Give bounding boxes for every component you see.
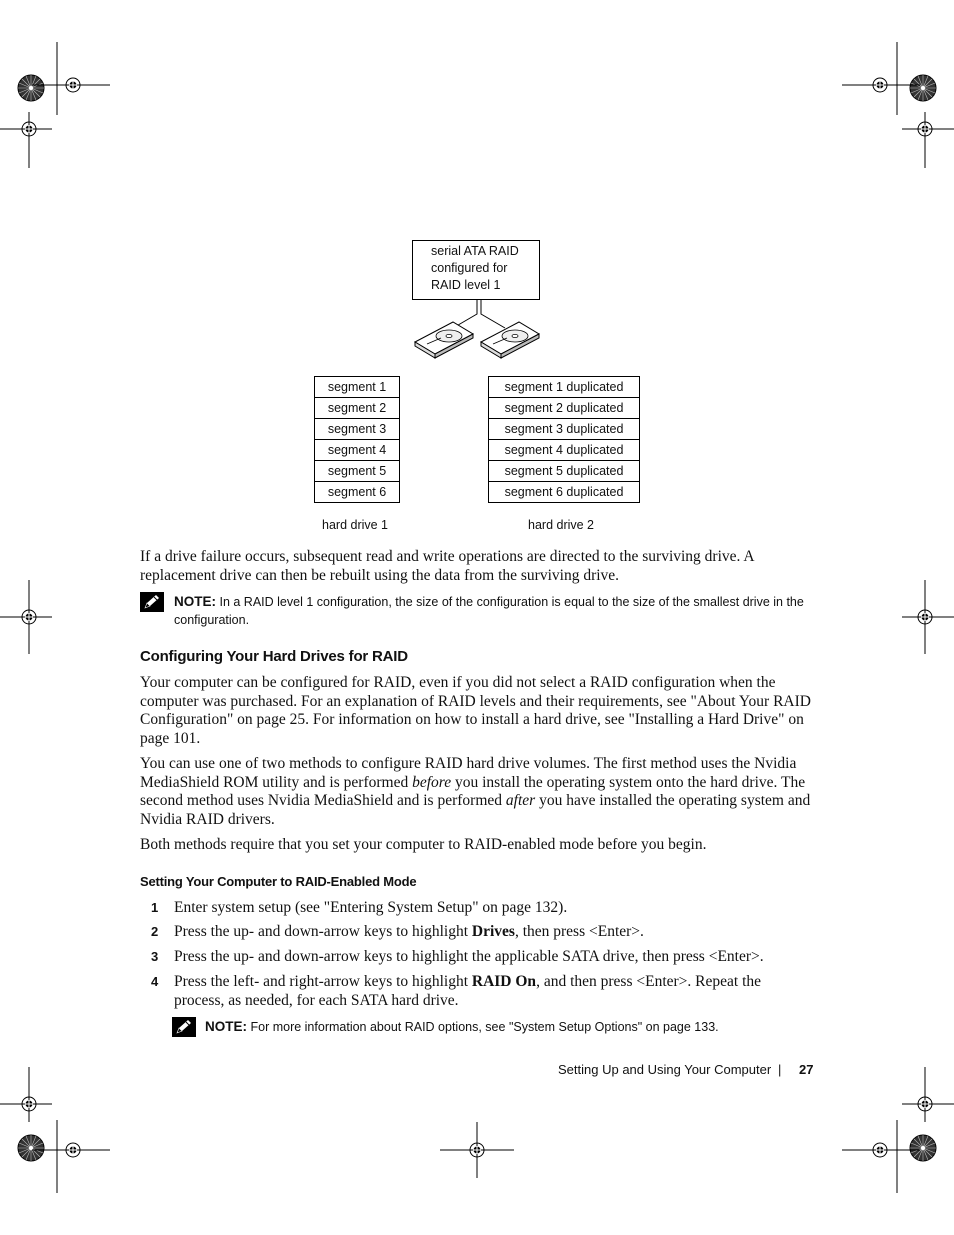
drive-1-segments: [314, 376, 400, 503]
paragraph-2: [140, 755, 820, 829]
step-2-number: 2: [151, 924, 159, 939]
step-4-bold: RAID On: [471, 973, 537, 990]
step-3-number: 3: [151, 949, 159, 964]
drive-2-segment: segment 4 duplicated: [489, 440, 640, 461]
hard-drives-illustration: [405, 298, 550, 360]
note-2: [205, 1018, 825, 1036]
drive-2-caption: hard drive 2: [528, 518, 595, 532]
note-pencil-icon: [140, 592, 164, 612]
drive-2-segment: segment 3 duplicated: [489, 419, 640, 440]
step-2-bold: Drives: [471, 923, 515, 940]
drive-2-segment: segment 6 duplicated: [489, 482, 640, 503]
raid-box-line-2: configured for: [431, 261, 508, 275]
note-2-text: For more information about RAID options, see "System Setup Options" on page 133.: [250, 1020, 719, 1034]
note-1-text: In a RAID level 1 configuration, the size of the configuration is equal to the size of the smallest drive in the configuration.: [174, 595, 804, 627]
paragraph-1-text: Your computer can be configured for RAID, even if you did not select a RAID configuration when the computer was purchased. For an explanation of RAID levels and their requirements, see "About Your RAID Configuration" on page 25. For information on how to install a hard drive, see "Installing a Hard Drive" on page 101.: [140, 674, 811, 747]
paragraph-1: [140, 674, 820, 748]
paragraph-2-part-1: You can use one of two methods to configure RAID hard drive volumes. The first method uses the Nvidia MediaShield ROM utility and is performed: [140, 755, 797, 791]
paragraph-3-text: Both methods require that you set your computer to RAID-enabled mode before you begin.: [140, 836, 707, 853]
subheading: Setting Your Computer to RAID-Enabled Mode: [140, 874, 417, 889]
hard-drive-1-icon: [415, 322, 473, 358]
footer-separator: |: [778, 1062, 782, 1077]
step-2-pre: Press the up- and down-arrow keys to highlight: [174, 923, 472, 940]
paragraph-2-emphasis-before: before: [412, 773, 452, 791]
note-1-label: NOTE:: [174, 594, 216, 609]
paragraph-3: [140, 836, 820, 855]
drive-2-segment: segment 1 duplicated: [489, 377, 640, 398]
drive-1-segment: segment 1: [315, 377, 400, 398]
step-4-pre: Press the left- and right-arrow keys to highlight: [174, 973, 472, 990]
note-1: [174, 593, 824, 629]
paragraph-2-emphasis-after: after: [505, 792, 536, 809]
footer-section-title: Setting Up and Using Your Computer: [558, 1062, 772, 1077]
step-2-post: , then press <Enter>.: [514, 923, 644, 940]
hard-drive-2-icon: [481, 322, 539, 358]
paragraph-2-part-3: you have installed the operating system and Nvidia RAID drivers.: [140, 792, 811, 828]
raid-box-line-1: serial ATA RAID: [431, 244, 519, 258]
intro-paragraph-text: If a drive failure occurs, subsequent read and write operations are directed to the surviving drive. A replacement drive can then be rebuilt using the data from the surviving drive.: [140, 548, 754, 584]
drive-1-segment: segment 5: [315, 461, 400, 482]
note-2-label: NOTE:: [205, 1019, 247, 1034]
note-pencil-icon: [172, 1017, 196, 1037]
step-3-text: Press the up- and down-arrow keys to highlight the applicable SATA drive, then press <Enter>.: [174, 948, 764, 965]
page-number: 27: [799, 1062, 814, 1077]
drive-1-segment: segment 6: [315, 482, 400, 503]
step-4-post: , and then press <Enter>. Repeat the process, as needed, for each SATA hard drive.: [174, 973, 762, 1009]
step-4-number: 4: [151, 974, 159, 989]
drive-1-caption: hard drive 1: [322, 518, 389, 532]
intro-paragraph: [140, 548, 820, 585]
paragraph-2-part-2: you install the operating system onto the hard drive. The second method uses Nvidia MediaShield and is performed: [140, 773, 806, 809]
step-1-number: 1: [151, 900, 159, 915]
raid-box-line-3: RAID level 1: [431, 278, 501, 292]
section-heading: Configuring Your Hard Drives for RAID: [140, 648, 408, 665]
drive-2-segment: segment 5 duplicated: [489, 461, 640, 482]
raid-controller-box: [412, 240, 540, 300]
drive-1-segment: segment 4: [315, 440, 400, 461]
drive-1-segment: segment 2: [315, 398, 400, 419]
drive-2-segment: segment 2 duplicated: [489, 398, 640, 419]
step-4-text: [174, 973, 794, 1010]
drive-2-segments: [488, 376, 640, 503]
drive-1-segment: segment 3: [315, 419, 400, 440]
step-2-text: [174, 923, 814, 942]
step-1-text: Enter system setup (see "Entering System Setup" on page 132).: [174, 899, 568, 916]
